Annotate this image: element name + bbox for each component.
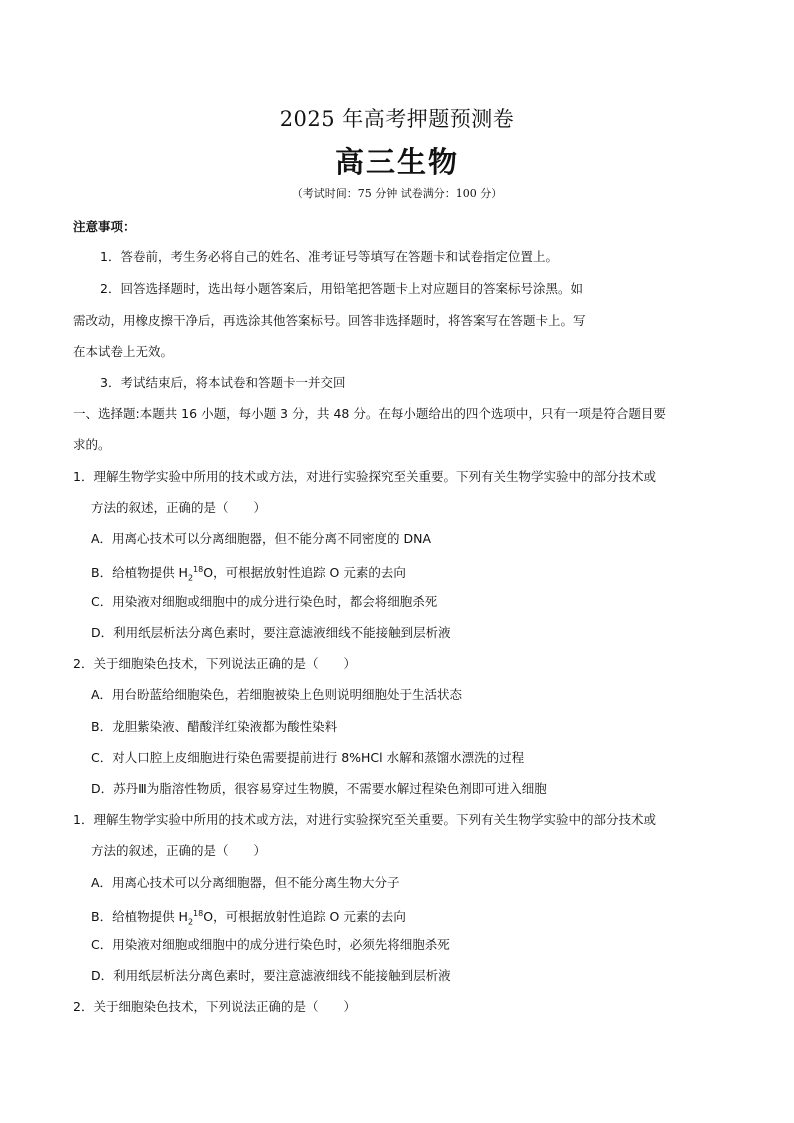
q3-option-b-sub: 2 [187,917,194,927]
q1-option-b-sup: 18 [193,565,204,574]
notice-item-1: 1．答卷前，考生务必将自己的姓名、准考证号等填写在答题卡和试卷指定位置上。 [100,249,558,264]
q1-option-b-pre: B．给植物提供 H [91,565,188,581]
q3-option-b [91,905,406,932]
notice-heading: 注意事项： [73,219,136,234]
exam-title: 2025 年高考押题预测卷 [279,107,515,131]
subject-title: 高三生物 [334,145,459,179]
q3-option-d: D．利用纸层析法分离色素时，要注意滤液细线不能接触到层析液 [91,968,451,983]
q2-option-c: C．对人口腔上皮细胞进行染色需要提前进行 8%HCl 水解和蒸馏水漂洗的过程 [91,750,525,765]
notice-item-2-line-1: 2．回答选择题时，选出每小题答案后，用铅笔把答题卡上对应题目的答案标号涂黑。如 [100,281,583,296]
q1-stem-line-1: 1．理解生物学实验中所用的技术或方法，对进行实验探究至关重要。下列有关生物学实验中的部分技术或 [73,469,656,484]
exam-info: （考试时间：75 分钟 试卷满分：100 分） [291,187,503,200]
q4-stem: 2．关于细胞染色技术，下列说法正确的是（ ） [73,999,356,1014]
q2-option-a: A．用台盼蓝给细胞染色，若细胞被染上色则说明细胞处于生活状态 [91,687,463,702]
section-heading-line-1: 一、选择题:本题共 16 小题，每小题 3 分，共 48 分。在每小题给出的四个选项中，只有一项是符合题目要 [73,406,666,421]
q3-stem-line-2: 方法的叙述，正确的是（ ） [91,843,267,858]
q2-option-b: B．龙胆紫染液、醋酸洋红染液都为酸性染料 [91,719,338,734]
q3-option-a: A．用离心技术可以分离细胞器，但不能分离生物大分子 [91,875,400,890]
q1-option-c: C．用染液对细胞或细胞中的成分进行染色时，都会将细胞杀死 [91,594,438,609]
notice-item-2-line-3: 在本试卷上无效。 [73,344,174,359]
q3-option-c: C．用染液对细胞或细胞中的成分进行染色时，必须先将细胞杀死 [91,937,450,952]
q2-stem: 2．关于细胞染色技术，下列说法正确的是（ ） [73,656,356,671]
q1-option-b [91,561,406,588]
q1-option-b-post: O，可根据放射性追踪 O 元素的去向 [203,565,406,581]
q1-option-b-sub: 2 [187,573,194,583]
q3-option-b-post: O，可根据放射性追踪 O 元素的去向 [203,909,406,925]
notice-item-3: 3．考试结束后，将本试卷和答题卡一并交回 [100,375,346,390]
q1-option-a: A．用离心技术可以分离细胞器，但不能分离不同密度的 DNA [91,531,432,546]
q1-stem-line-2: 方法的叙述，正确的是（ ） [91,500,267,515]
q3-stem-line-1: 1．理解生物学实验中所用的技术或方法，对进行实验探究至关重要。下列有关生物学实验中的部分技术或 [73,812,656,827]
q3-option-b-sup: 18 [193,909,204,918]
q1-option-d: D．利用纸层析法分离色素时，要注意滤液细线不能接触到层析液 [91,625,451,640]
notice-item-2-line-2: 需改动，用橡皮擦干净后，再选涂其他答案标号。回答非选择题时，将答案写在答题卡上。写 [73,313,586,328]
q3-option-b-pre: B．给植物提供 H [91,909,188,925]
q2-option-d: D．苏丹Ⅲ为脂溶性物质，很容易穿过生物膜，不需要水解过程染色剂即可进入细胞 [91,781,547,796]
section-heading-line-2: 求的。 [73,437,111,452]
